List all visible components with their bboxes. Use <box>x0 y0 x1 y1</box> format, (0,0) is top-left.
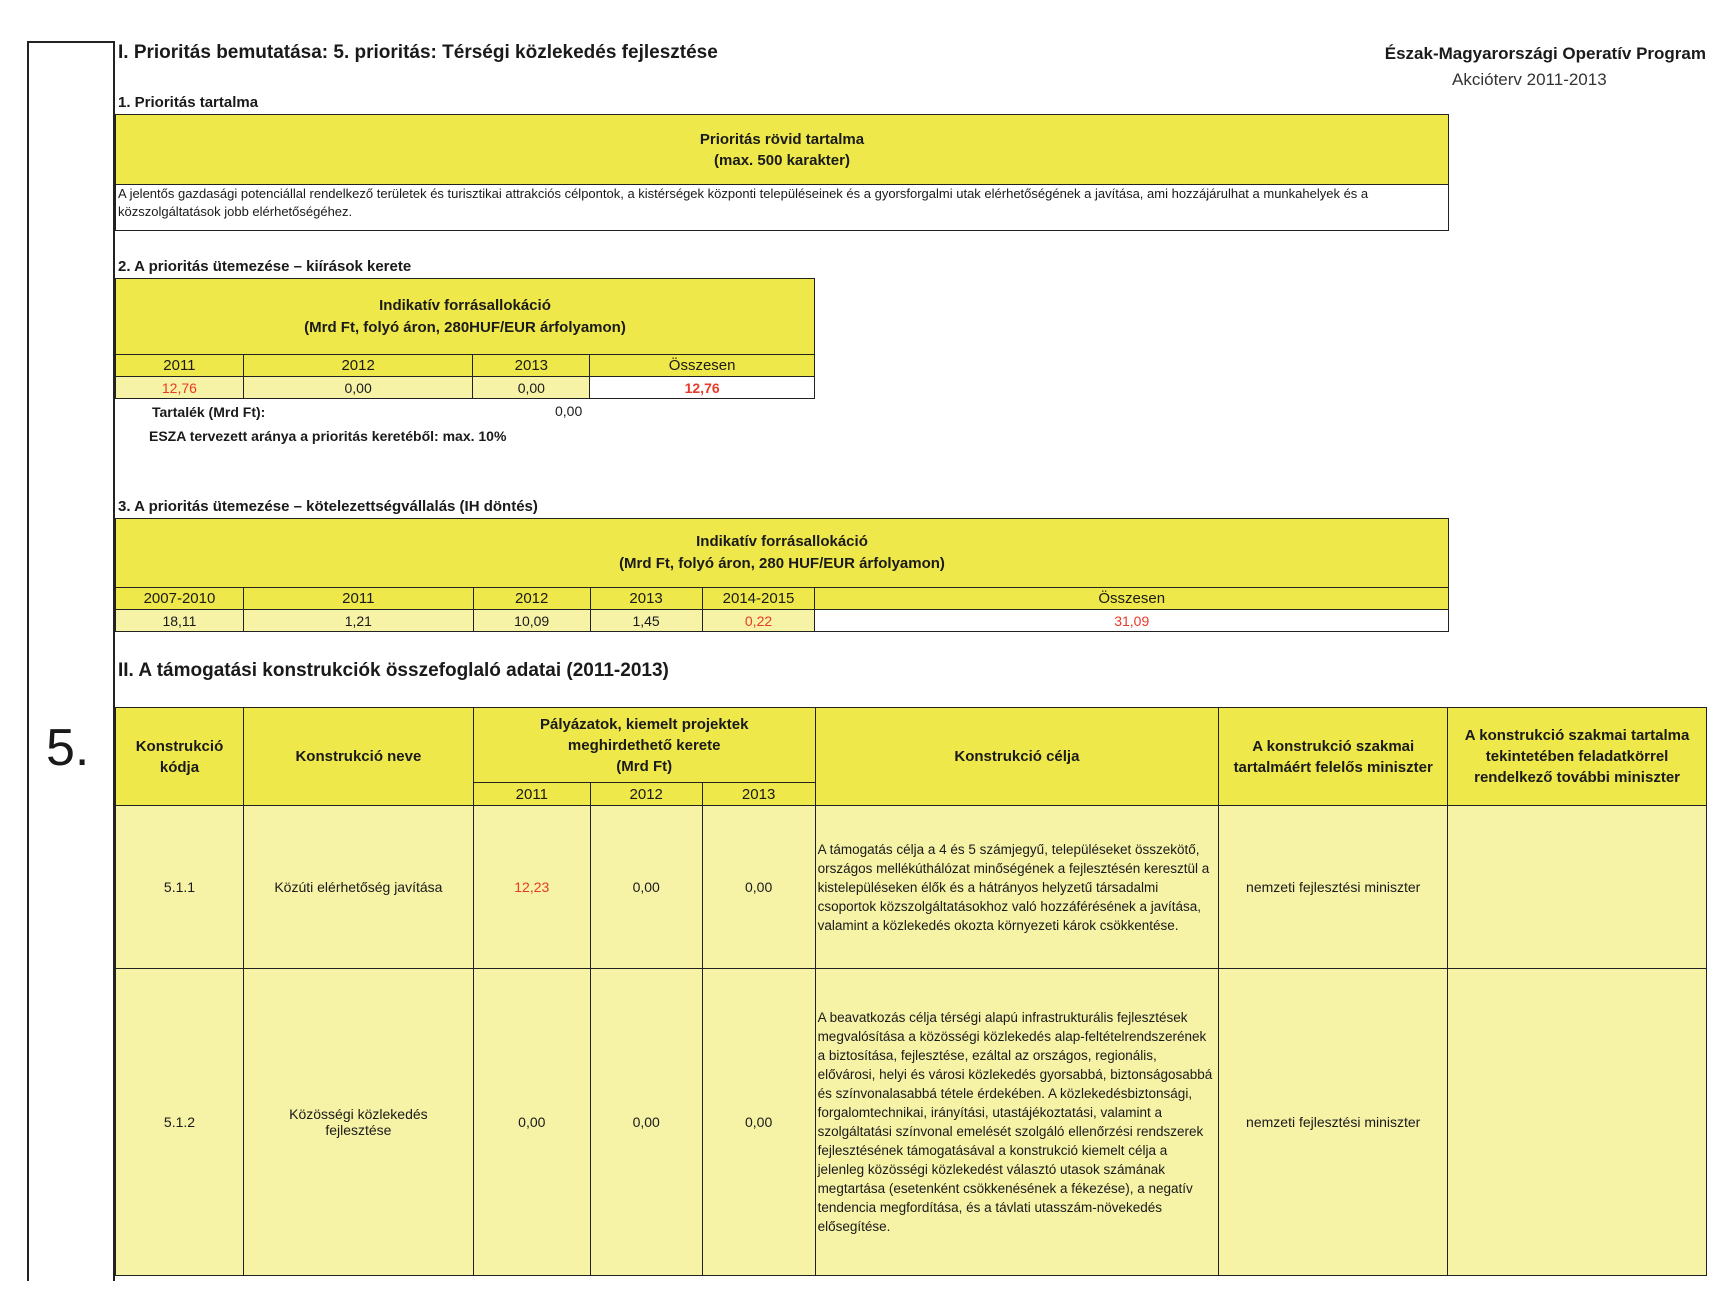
priority-content-text: A jelentős gazdasági potenciállal rendelkező területek és turisztikai attrakciós célpontok, a kistérségek központi településeinek és a gyorsforgalmi utak elérhetőségének a javítása, ami hozzájárulhat a munkahelyek és a közszolgáltatások jobb elérhetőségéhez. <box>116 185 1449 231</box>
allocation1-col: 2011 <box>116 355 244 377</box>
col-header-frame <box>473 708 815 783</box>
table-row <box>116 806 1707 969</box>
allocation2-title: Indikatív forrásallokáció <box>696 533 868 550</box>
allocation1-col: Összesen <box>590 355 815 377</box>
frame-line1: Pályázatok, kiemelt projektek <box>539 715 749 733</box>
side-number: 5. <box>46 719 90 777</box>
row-name: Közösségi közlekedés fejlesztése <box>243 969 473 1276</box>
section2-heading: 2. A prioritás ütemezése – kiírások kerete <box>118 258 412 275</box>
allocation1-value: 0,00 <box>473 377 590 399</box>
allocation-table-1 <box>115 278 815 399</box>
allocation2-value: 18,11 <box>116 610 244 632</box>
allocation1-col: 2012 <box>243 355 473 377</box>
allocation2-col: Összesen <box>815 588 1449 610</box>
allocation1-value: 12,76 <box>116 377 244 399</box>
allocation2-value: 0,22 <box>702 610 815 632</box>
row-name: Közúti elérhetőség javítása <box>243 806 473 969</box>
allocation2-col: 2013 <box>590 588 702 610</box>
reserve-value: 0,00 <box>555 403 583 419</box>
row-2011: 0,00 <box>473 969 590 1276</box>
allocation2-value: 1,45 <box>590 610 702 632</box>
frame-line2: meghirdethető kerete <box>567 736 721 754</box>
col-header-code: Konstrukció kódja <box>116 708 244 806</box>
allocation1-subtitle: (Mrd Ft, folyó áron, 280HUF/EUR árfolyamon) <box>304 318 626 336</box>
plan-name: Akcióterv 2011-2013 <box>1452 70 1607 89</box>
page-title: I. Prioritás bemutatása: 5. prioritás: Térségi közlekedés fejlesztése <box>118 42 718 63</box>
row-2012: 0,00 <box>590 806 702 969</box>
priority-content-title: Prioritás rövid tartalma <box>699 130 865 148</box>
allocation2-col: 2012 <box>473 588 590 610</box>
row-other <box>1448 969 1707 1276</box>
allocation1-value: 0,00 <box>243 377 473 399</box>
allocation2-col: 2014-2015 <box>702 588 815 610</box>
col-header-name: Konstrukció neve <box>243 708 473 806</box>
row-goal: A beavatkozás célja térségi alapú infrastrukturális fejlesztések megvalósítása a közösségi közlekedés alap-feltételrendszerének a biztosítása, fejlesztése, ezáltal az országos, regionális, elővárosi, helyi és városi közlekedés gyorsabbá, biztonságosabbá és színvonalasabbá tétele érdekében. A közlekedésbiztonsági, forgalomtechnikai, irányítási, utastájékoztatási, valamint a szolgáltatási színvonal emelését szolgáló ellenőrzési rendszerek fejlesztésének támogatásával a konstrukció kiemelt célja a jelenleg közösségi közlekedést választó utasok számának megtartása (esetenként csökkenésének a fékezése), a negatív tendencia megfordítása, és a távlati utasszám-növekedés elősegítése. <box>815 969 1219 1276</box>
allocation2-value: 1,21 <box>243 610 473 632</box>
reserve-label: Tartalék (Mrd Ft): <box>152 404 266 420</box>
allocation2-col: 2011 <box>243 588 473 610</box>
allocation1-title: Indikatív forrásallokáció <box>379 296 551 314</box>
allocation-table-2 <box>115 518 1449 632</box>
allocation2-header <box>116 519 1449 588</box>
col-header-goal: Konstrukció célja <box>815 708 1219 806</box>
col-header-minister: A konstrukció szakmai tartalmáért felelős miniszter <box>1219 708 1448 806</box>
side-bracket-vertical <box>27 41 29 1281</box>
col-header-other-minister: A konstrukció szakmai tartalma tekintetében feladatkörrel rendelkező további miniszter <box>1448 708 1707 806</box>
row-2013: 0,00 <box>702 969 815 1276</box>
row-minister: nemzeti fejlesztési miniszter <box>1219 806 1448 969</box>
frame-line3: (Mrd Ft) <box>616 757 673 775</box>
esza-note: ESZA tervezett aránya a prioritás keretéből: max. 10% <box>149 428 507 444</box>
side-bracket-top <box>27 41 115 43</box>
allocation1-col: 2013 <box>473 355 590 377</box>
section3-heading: 3. A prioritás ütemezése – kötelezettségvállalás (IH döntés) <box>118 498 538 515</box>
allocation2-total: 31,09 <box>815 610 1449 632</box>
allocation2-col: 2007-2010 <box>116 588 244 610</box>
priority-content-table <box>115 114 1449 231</box>
year-header: 2011 <box>473 783 590 806</box>
year-header: 2013 <box>702 783 815 806</box>
year-header: 2012 <box>590 783 702 806</box>
allocation1-total: 12,76 <box>590 377 815 399</box>
row-2013: 0,00 <box>702 806 815 969</box>
allocation1-header <box>116 279 815 355</box>
section1-heading: 1. Prioritás tartalma <box>118 94 259 111</box>
section4-heading: II. A támogatási konstrukciók összefoglaló adatai (2011-2013) <box>118 660 669 681</box>
priority-content-limit: (max. 500 karakter) <box>714 151 850 169</box>
row-goal: A támogatás célja a 4 és 5 számjegyű, településeket összekötő, országos mellékúthálózat minőségének a fejlesztésén keresztül a kistelepüléseken élők és a hátrányos helyzetű társadalmi csoportok közszolgáltatásokhoz való hozzáférésének a javítása, valamint a közlekedés okozta környezeti károk csökkentése. <box>815 806 1219 969</box>
allocation2-subtitle: (Mrd Ft, folyó áron, 280 HUF/EUR árfolyamon) <box>619 555 945 572</box>
row-2011: 12,23 <box>473 806 590 969</box>
row-2012: 0,00 <box>590 969 702 1276</box>
priority-content-header <box>116 115 1449 185</box>
program-name: Észak-Magyarországi Operatív Program <box>1384 44 1706 63</box>
row-minister: nemzeti fejlesztési miniszter <box>1219 969 1448 1276</box>
table-row <box>116 969 1707 1276</box>
row-code: 5.1.2 <box>116 969 244 1276</box>
row-code: 5.1.1 <box>116 806 244 969</box>
construction-table <box>115 707 1707 1276</box>
allocation2-value: 10,09 <box>473 610 590 632</box>
row-other <box>1448 806 1707 969</box>
